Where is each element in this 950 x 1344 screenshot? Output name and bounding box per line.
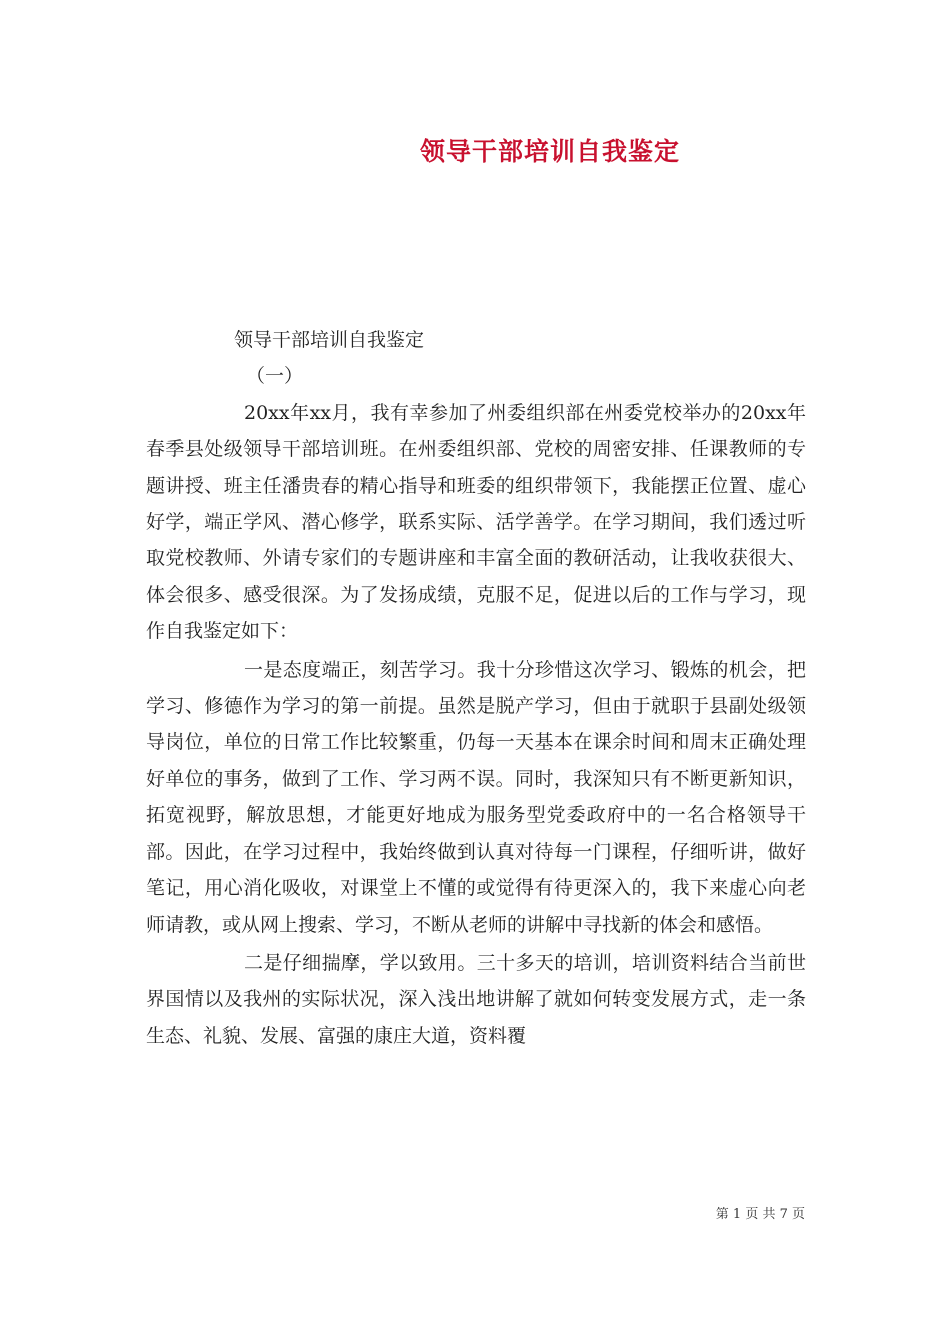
document-body — [146, 322, 806, 1054]
document-subtitle: 领导干部培训自我鉴定 — [234, 329, 425, 351]
paragraph-intro: 20xx年xx月，我有幸参加了州委组织部在州委党校举办的20xx年春季县处级领导干部培训班。在州委组织部、党校的周密安排、任课教师的专题讲授、班主任潘贵春的精心指导和班委的组织带领下，我能摆正位置、虚心好学，端正学风、潜心修学，联系实际、活学善学。在学习期间，我们透过听取党校教师、外请专家们的专题讲座和丰富全面的教研活动，让我收获很大、体会很多、感受很深。为了发扬成绩，克服不足，促进以后的工作与学习，现作自我鉴定如下： — [146, 401, 806, 643]
paragraph-point-two: 二是仔细揣摩，学以致用。三十多天的培训，培训资料结合当前世界国情以及我州的实际状况，深入浅出地讲解了就如何转变发展方式，走一条生态、礼貌、发展、富强的康庄大道，资料覆 — [146, 951, 806, 1047]
section-number: （一） — [246, 365, 304, 388]
document-title: 领导干部培训自我鉴定 — [419, 137, 680, 166]
page-footer: 第 1 页 共 7 页 — [715, 1207, 805, 1222]
paragraph-point-one: 一是态度端正，刻苦学习。我十分珍惜这次学习、锻炼的机会，把学习、修德作为学习的第一前提。虽然是脱产学习，但由于就职于县副处级领导岗位，单位的日常工作比较繁重，仍每一天基本在课余时间和周末正确处理好单位的事务，做到了工作、学习两不误。同时，我深知只有不断更新知识，拓宽视野，解放思想，才能更好地成为服务型党委政府中的一名合格领导干部。因此，在学习过程中，我始终做到认真对待每一门课程，仔细听讲，做好笔记，用心消化吸收，对课堂上不懂的或觉得有待更深入的，我下来虚心向老师请教，或从网上搜索、学习，不断从老师的讲解中寻找新的体会和感悟。 — [146, 658, 806, 936]
